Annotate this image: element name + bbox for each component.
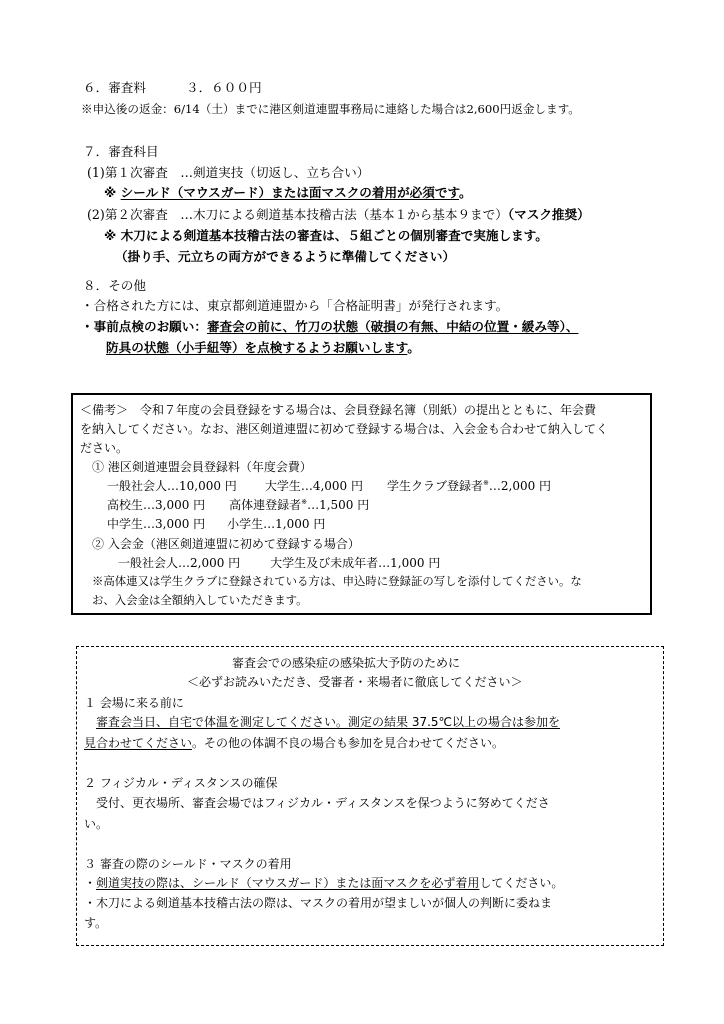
bokuto-note-line1: ※ 木刀による剣道基本技稽古法の審査は、５組ごとの個別審査で実施します。 [104,228,548,243]
section-7-heading: ７．審査科目 [83,144,159,159]
admission-fee-title: ② 入会金（港区剣道連盟に初めて登録する場合） [92,537,360,551]
exam-item-1: (1)第１次審査 …剣道実技（切返し、立ち合い） [87,165,370,180]
shield-required-text: シールド（マウスガード）または面マスクの着用が必須です [120,185,460,200]
point-2-heading: ２ フィジカル・ディスタンスの確保 [84,776,278,790]
fee-row-1: 一般社会人…10,000 円 大学生…4,000 円 学生クラブ登録者※…2,000 円 [107,479,552,493]
inspection-request-line2: 防具の状態（小手紐等）を点検するようお願いします。 [106,340,420,355]
review-fee: ３．６００円 [185,80,262,95]
point-3-line3: す。 [84,916,108,930]
certificate-bullet: ・合格された方には、東京都剣道連盟から「合格証明書」が発行されます。 [81,298,509,313]
infection-subtitle: ＜必ずお読みいただき、受審者・来場者に徹底してください＞ [187,675,523,689]
point-3-line1: ・剣道実技の際は、シールド（マウスガード）または面マスクを必ず着用してください。 [84,876,564,890]
section-6-title: ６．審査料 [83,80,146,95]
remarks-note-line1: ※高体連又は学生クラブに登録されている方は、申込時に登録証の写しを添付してください。な [92,574,582,588]
point-1-heading: １ 会場に来る前に [84,696,184,710]
point-1-line1: 審査会当日、自宅で体温を測定してください。測定の結果 37.5℃以上の場合は参加を [96,715,561,729]
point-2-line1: 受付、更衣場所、審査会場ではフィジカル・ディスタンスを保つように努めてくださ [84,796,550,810]
membership-fee-title: ① 港区剣道連盟会員登録料（年度会費） [92,460,312,474]
bokuto-note-line2: （掛り手、元立ちの両方ができるように準備してください） [115,249,456,264]
remarks-line2: を納入してください。なお、港区剣道連盟に初めて登録する場合は、入会金も合わせて納入してく [80,422,609,436]
point-1-line2: 見合わせてください。その他の体調不良の場合も参加を見合わせてください。 [84,736,505,750]
section-8-heading: ８．その他 [83,278,146,293]
fee-row-3: 中学生…3,000 円 小学生…1,000 円 [107,517,326,531]
admission-fee-row: 一般社会人…2,000 円 大学生及び未成年者…1,000 円 [118,556,441,570]
inspection-request-line1: ・事前点検のお願い：審査会の前に、竹刀の状態（破損の有無、中結の位置・緩み等）、 [81,319,579,334]
point-3-heading: ３ 審査の際のシールド・マスクの着用 [84,857,292,871]
refund-note: ※申込後の返金：6/14（土）までに港区剣道連盟事務局に連絡した場合は2,600円返金します。 [81,102,580,116]
shield-required-note: ※ シールド（マウスガード）または面マスクの着用が必須です。 [104,185,472,200]
section-6-heading [83,82,262,95]
exam-item-2: (2)第２次審査 …木刀による剣道基本技稽古法（基本１から基本９まで）（マスク推奨） [87,207,590,222]
infection-title: 審査会での感染症の感染拡大予防のために [232,656,461,670]
point-3-line2: ・木刀による剣道基本技稽古法の際は、マスクの着用が望ましいが個人の判断に委ねま [84,896,553,910]
point-2-line2: い。 [84,817,109,831]
mask-recommended: （マスク推奨） [507,207,590,222]
fee-row-2: 高校生…3,000 円 高体連登録者※…1,500 円 [107,498,370,512]
remarks-line1: ＜備考＞ 令和７年度の会員登録をする場合は、会員登録名簿（別紙）の提出とともに、年会費 [80,403,597,417]
remarks-note-line2: お、入会金は全額納入していただきます。 [92,593,308,607]
remarks-line3: ださい。 [80,441,129,455]
